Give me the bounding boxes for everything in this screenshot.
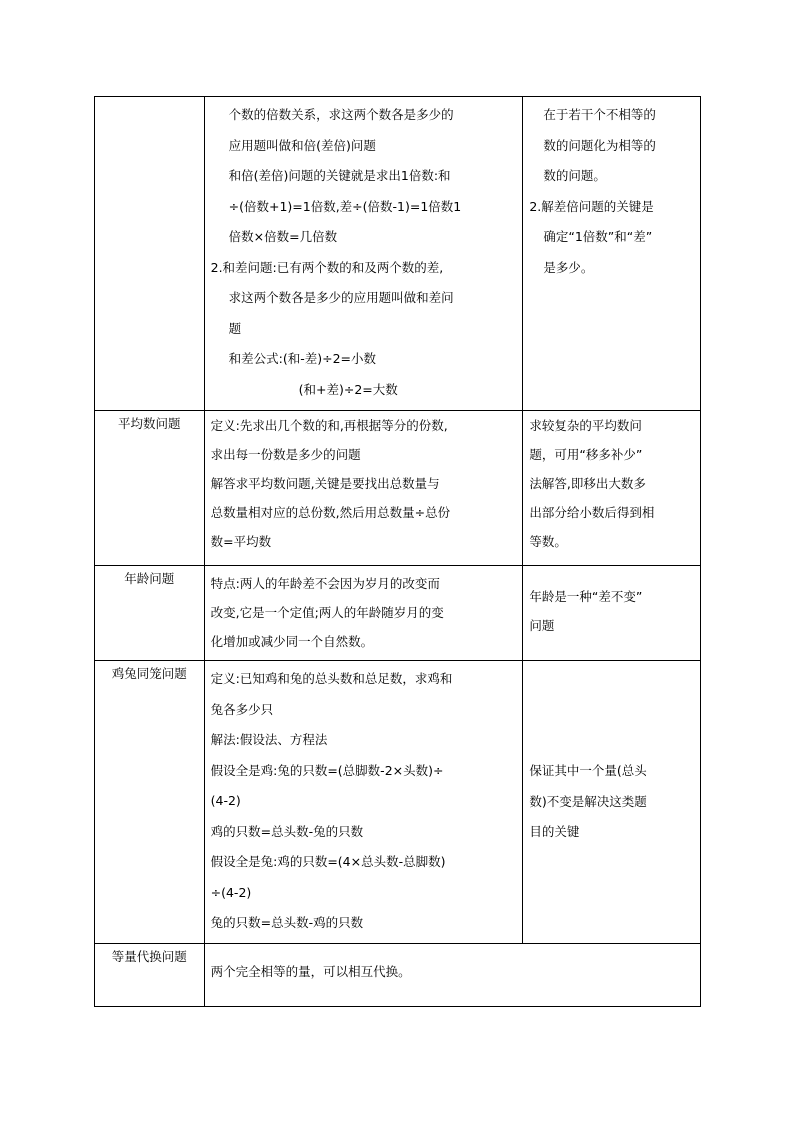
note-cell [523,411,701,566]
table-row [95,661,701,944]
content-cell [204,97,523,411]
content-cell [204,943,700,1006]
note-line: 是多少。 [543,259,594,275]
content-line: 题 [228,320,242,336]
note-line: 保证其中一个量(总头 [529,763,647,778]
content-cell [204,661,523,944]
note-line: 问题 [529,618,555,633]
content-line: 定义:已知鸡和兔的总头数和总足数，求鸡和 [210,671,453,686]
table-row [95,97,701,411]
content-line: 化增加或减少同一个自然数。 [210,634,374,649]
note-line: 数的问题化为相等的 [543,137,656,153]
note-cell [523,661,701,944]
content-line: 兔各多少只 [210,701,274,717]
row-name-cell: 年龄问题 [95,566,205,661]
content-cell [204,411,523,566]
note-line: 题，可用“移多补少” [529,447,643,462]
note-line: 年龄是一种“差不变” [529,589,643,604]
content-line: 求出每一份数是多少的问题 [210,447,361,462]
content-line: 求这两个数各是多少的应用题叫做和差问 [228,290,454,305]
content-line: 2.和差问题:已有两个数的和及两个数的差, [210,259,444,275]
note-line: 出部分给小数后得到相 [529,505,655,520]
content-line: 数=平均数 [210,534,272,549]
note-line: 目的关键 [529,824,580,839]
note-cell [523,566,701,661]
table-row [95,566,701,661]
content-line: 两个完全相等的量，可以相互代换。 [210,964,411,980]
content-line: 假设全是兔:鸡的只数=(4×总头数-总脚数) [210,854,446,869]
content-line: 解法:假设法、方程法 [210,732,328,747]
row-name-cell: 平均数问题 [95,411,205,566]
content-line: 假设全是鸡:兔的只数=(总脚数-2×头数)÷ [210,762,444,778]
knowledge-table [94,96,701,1007]
note-line: 求较复杂的平均数问 [529,418,642,433]
table-row [95,943,701,1006]
note-line: 在于若干个不相等的 [543,107,656,122]
note-line: 数)不变是解决这类题 [529,793,647,809]
content-line: 解答求平均数问题,关键是要找出总数量与 [210,476,440,491]
note-line: 数的问题。 [543,168,606,183]
note-line: 确定“1倍数”和“差” [543,229,653,244]
content-line: 应用题叫做和倍(差倍)问题 [228,137,376,153]
content-line: 改变,它是一个定值;两人的年龄随岁月的变 [210,605,444,620]
content-line: 特点:两人的年龄差不会因为岁月的改变而 [210,576,440,591]
content-line: ÷(倍数+1)=1倍数,差÷(倍数-1)=1倍数1 [228,198,462,214]
content-line: 定义:先求出几个数的和,再根据等分的份数, [210,418,448,433]
row-name-cell: 鸡兔同笼问题 [95,661,205,944]
content-line: 倍数×倍数=几倍数 [228,229,338,244]
content-line: 个数的倍数关系，求这两个数各是多少的 [228,107,454,122]
note-line: 法解答,即移出大数多 [529,476,646,491]
content-cell [204,566,523,661]
note-cell [523,97,701,411]
content-line: (和+差)÷2=大数 [298,381,398,397]
row-name-cell: 等量代换问题 [95,943,205,1006]
content-line: ÷(4-2) [210,884,252,900]
note-line: 等数。 [529,534,567,549]
table-row [95,411,701,566]
row-name-cell [95,97,205,411]
content-line: 总数量相对应的总份数,然后用总数量÷总份 [210,505,451,520]
content-line: (4-2) [210,793,241,808]
content-line: 兔的只数=总头数-鸡的只数 [210,915,364,930]
content-line: 鸡的只数=总头数-兔的只数 [210,823,364,839]
content-line: 和差公式:(和-差)÷2=小数 [228,351,377,366]
content-line: 和倍(差倍)问题的关键就是求出1倍数:和 [228,168,451,183]
note-line: 2.解差倍问题的关键是 [529,198,654,214]
